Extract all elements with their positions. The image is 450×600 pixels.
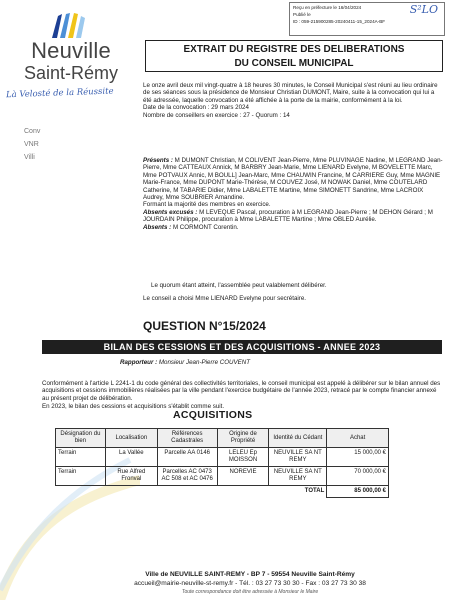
- cell-cedant: NEUVILLE SA NT REMY: [269, 467, 327, 486]
- cell-designation: Terrain: [56, 448, 106, 467]
- table-row: [56, 448, 389, 467]
- side-label-vnr: VNR: [24, 141, 39, 148]
- col-achat: Achat: [327, 429, 389, 448]
- bilan-title-bar: BILAN DES CESSIONS ET DES ACQUISITIONS - ANNEE 2023: [42, 340, 442, 354]
- absent-list: [143, 224, 443, 231]
- logo-name-line2: Saint-Rémy: [23, 63, 119, 83]
- intro-section: [143, 82, 443, 119]
- header-line2: DU CONSEIL MUNICIPAL: [234, 58, 354, 69]
- logo-name-line1: Neuville: [31, 38, 111, 63]
- article-summary: En 2023, le bilan des cessions et acquisitions s'établit comme suit.: [42, 403, 225, 411]
- rapporteur-name: Monsieur Jean-Pierre COUVENT: [158, 359, 250, 366]
- cell-origin: LELEU Ep MOISSON: [217, 448, 269, 467]
- acquisitions-title: ACQUISITIONS: [173, 409, 253, 421]
- majority-line: Formant la majorité des membres en exercice.: [143, 201, 271, 209]
- col-designation: Désignation du bien: [56, 429, 106, 448]
- acquisitions-table: [55, 428, 389, 498]
- present-names: M DUMONT Christian, M COLIVENT Jean-Pierre, Mme PLUVINAGE Nadine, M LEGRAND Jean-Pierre, Mme CATTEAUX Annick, M BARBRY Jean-Marie, Mme LIENARD Evelyne, M BOVELETTE Marc, Mme POTVAUX Annic, M BOULL] Jean-Marc, Mme CHAUWIN Francine, M CARRIERE Guy, Mme MAGNIE Marie-France, Mme DUPONT Marie-Thérèse, M COUVEZ José, M NOWAK Daniel, Mme COUTELARD Catherine, M TABARIE Didier, Mme LABALETTE Martine, Mme SIMONETT Sandrine, Mme LACROIX Audrey, Mme SOUBRIER Amandine.: [143, 157, 443, 202]
- attendance-section: [143, 157, 443, 231]
- side-label-conv: Conv: [24, 128, 41, 135]
- page-footer: [50, 570, 450, 597]
- stamp-received-date: Reçu en préfecture le 16/04/2024: [293, 5, 362, 10]
- quorum-section: [143, 282, 443, 309]
- present-list: [143, 157, 443, 201]
- rapporteur-label: Rapporteur :: [120, 359, 158, 366]
- col-cedant: Identité du Cédant: [269, 429, 327, 448]
- excused-names: M LEVEQUE Pascal, procuration à M LEGRAND Jean-Pierre ; M DEHON Gérard ; M JOURDAIN Philippe, procuration à Mme LABALETTE Martine ; Mme OBLED Aurélie.: [143, 208, 433, 224]
- article-text: [42, 380, 442, 412]
- footer-contact: accueil@mairie-neuville-st-remy.fr - Tél. : 03 27 73 30 30 - Fax : 03 27 73 30 38: [134, 580, 366, 587]
- stamp-signature: S²LO: [409, 3, 438, 16]
- table-row: [56, 467, 389, 486]
- intro-paragraph: Le onze avril deux mil vingt-quatre à 18 heures 30 minutes, le Conseil Municipal s'est réuni au lieu ordinaire de ses séances sous la présidence de Monsieur Christian DUMONT, Maire, suite à la convocation qui lui a été adressée, laquelle convocation a été affichée à la porte de la mairie, conformément à la loi.: [143, 82, 438, 104]
- quorum-text: Le quorum étant atteint, l'assemblée peut valablement délibérer.: [151, 282, 327, 289]
- logo-emblem-icon: [44, 10, 94, 40]
- question-number: QUESTION N°15/2024: [143, 319, 266, 333]
- absent-names: M CORMONT Corentin.: [172, 223, 239, 231]
- total-value: 85 000,00 €: [327, 486, 389, 498]
- total-label: TOTAL: [304, 488, 325, 494]
- cell-cadastral: Parcelles AC 0473 AC 508 et AC 0476: [157, 467, 217, 486]
- secretary-text: Le conseil a choisi Mme LIENARD Evelyne pour secrétaire.: [143, 295, 307, 303]
- cell-designation: Terrain: [56, 467, 106, 486]
- absent-label: Absents :: [143, 223, 172, 231]
- side-label-villi: Villi: [24, 154, 35, 161]
- present-label: Présents :: [143, 157, 173, 164]
- col-origin: Origine de Propriété: [217, 429, 269, 448]
- prefecture-stamp: [289, 2, 445, 36]
- cell-origin: NOREVIE: [217, 467, 269, 486]
- excused-list: [143, 209, 443, 224]
- table-header-row: [56, 429, 389, 448]
- convocation-date: Date de la convocation : 29 mars 2024: [143, 104, 249, 112]
- article-paragraph: Conformément à l'article L 2241-1 du code général des collectivités territoriales, le conseil municipal est appelé à délibérer sur le bilan annuel des acquisitions et cessions immobilières réalisées par la ville pendant l'exercice budgétaire de l'année 2023, retracé par le compte financier annexé au présent projet de délibération.: [42, 380, 441, 402]
- footer-email[interactable]: accueil@mairie-neuville-st-remy.fr: [134, 580, 234, 587]
- rapporteur-line: [120, 359, 250, 366]
- header-line1: EXTRAIT DU REGISTRE DES DELIBERATIONS: [183, 44, 405, 55]
- document-header: [145, 40, 443, 72]
- cell-localisation: La Vallée: [105, 448, 157, 467]
- stamp-published: Publié le: [293, 12, 311, 17]
- cell-cadastral: Parcelle AA 0146: [157, 448, 217, 467]
- cell-achat: 15 000,00 €: [327, 448, 389, 467]
- logo-slogan: Là Velosté de la Réussite: [5, 86, 114, 101]
- councillor-count: Nombre de conseillers en exercice : 27 - Quorum : 14: [143, 111, 290, 119]
- footer-phone: Tél. : 03 27 73 30 30 - Fax : 03 27 73 30 38: [239, 580, 366, 587]
- col-localisation: Localisation: [105, 429, 157, 448]
- footer-note: Toute correspondance doit être adressée à Monsieur le Maire: [181, 589, 319, 595]
- cell-achat: 70 000,00 €: [327, 467, 389, 486]
- footer-address: Ville de NEUVILLE SAINT-REMY - BP 7 - 59554 Neuville Saint-Rémy: [145, 571, 355, 578]
- cell-cedant: NEUVILLE SA NT REMY: [269, 448, 327, 467]
- table-total-row: [56, 486, 389, 498]
- stamp-id: ID : 059-215900285-20240411-15_2024A-BF: [293, 19, 386, 24]
- cell-localisation: Rue Alfred Fronval: [105, 467, 157, 486]
- col-cadastral-refs: Références Cadastrales: [157, 429, 217, 448]
- excused-label: Absents excusés :: [143, 208, 198, 216]
